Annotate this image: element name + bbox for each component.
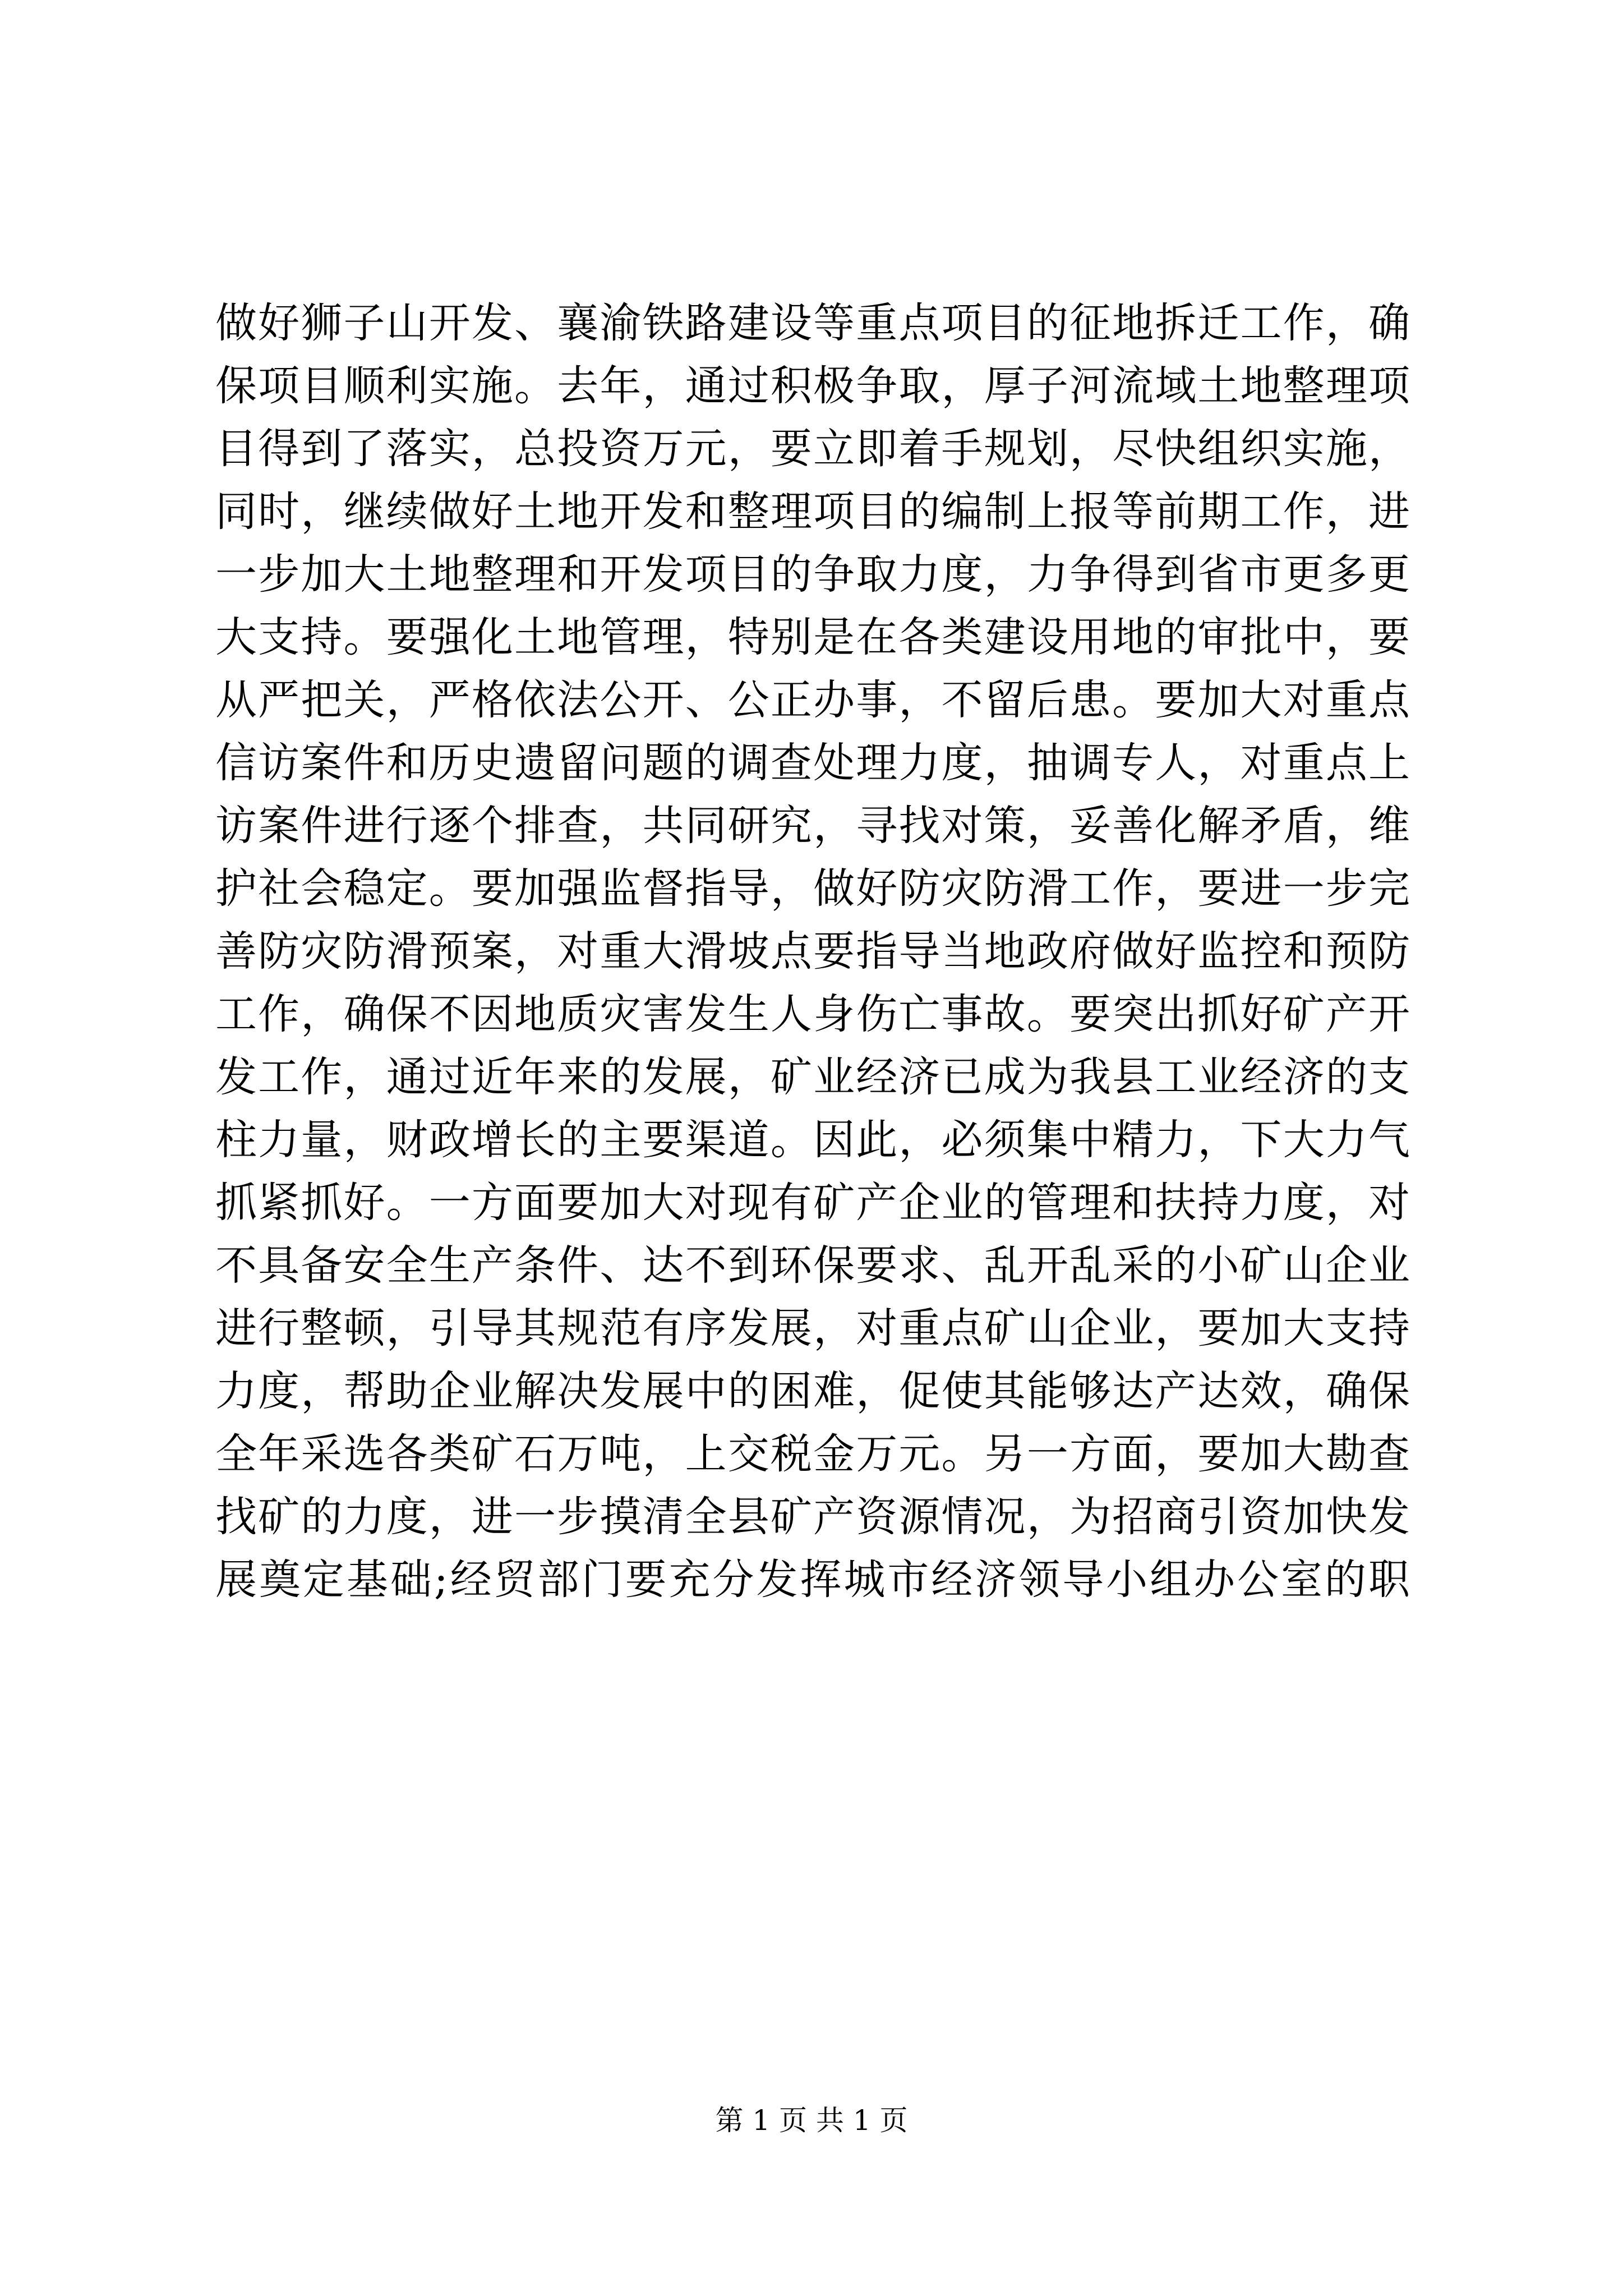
text-line: 抓紧抓好。一方面要加大对现有矿产企业的管理和扶持力度，对: [215, 1179, 1410, 1227]
text-line: 从严把关，严格依法公开、公正办事，不留后患。要加大对重点: [215, 676, 1410, 724]
text-line: 保项目顺利实施。去年，通过积极争取，厚子河流域土地整理项: [215, 362, 1410, 410]
text-line: 力度，帮助企业解决发展中的困难，促使其能够达产达效，确保: [215, 1367, 1410, 1415]
text-line: 访案件进行逐个排查，共同研究，寻找对策，妥善化解矛盾，维: [215, 802, 1410, 850]
text-line: 找矿的力度，进一步摸清全县矿产资源情况，为招商引资加快发: [215, 1493, 1410, 1541]
text-line: 进行整顿，引导其规范有序发展，对重点矿山企业，要加大支持: [215, 1304, 1410, 1352]
text-line: 做好狮子山开发、襄渝铁路建设等重点项目的征地拆迁工作，确: [215, 299, 1410, 347]
text-line: 工作，确保不因地质灾害发生人身伤亡事故。要突出抓好矿产开: [215, 990, 1410, 1038]
text-line: 展奠定基础;经贸部门要充分发挥城市经济领导小组办公室的职: [215, 1556, 1410, 1604]
text-line: 信访案件和历史遗留问题的调查处理力度，抽调专人，对重点上: [215, 739, 1410, 787]
text-line: 目得到了落实，总投资万元，要立即着手规划，尽快组织实施，: [215, 425, 1410, 473]
text-line: 同时，继续做好土地开发和整理项目的编制上报等前期工作，进: [215, 487, 1410, 536]
page-number-label: 第 1 页 共 1 页: [715, 2104, 908, 2137]
text-line: 护社会稳定。要加强监督指导，做好防灾防滑工作，要进一步完: [215, 864, 1410, 913]
text-line: 全年采选各类矿石万吨，上交税金万元。另一方面，要加大勘查: [215, 1430, 1410, 1478]
text-line: 发工作，通过近年来的发展，矿业经济已成为我县工业经济的支: [215, 1053, 1410, 1101]
text-line: 大支持。要强化土地管理，特别是在各类建设用地的审批中，要: [215, 613, 1410, 661]
text-line: 善防灾防滑预案，对重大滑坡点要指导当地政府做好监控和预防: [215, 927, 1410, 976]
text-line: 柱力量，财政增长的主要渠道。因此，必须集中精力，下大力气: [215, 1116, 1410, 1164]
text-line: 不具备安全生产条件、达不到环保要求、乱开乱采的小矿山企业: [215, 1241, 1410, 1290]
body-text: [215, 292, 1410, 1611]
page-footer: [0, 2098, 1623, 2138]
text-line: 一步加大土地整理和开发项目的争取力度，力争得到省市更多更: [215, 550, 1410, 599]
